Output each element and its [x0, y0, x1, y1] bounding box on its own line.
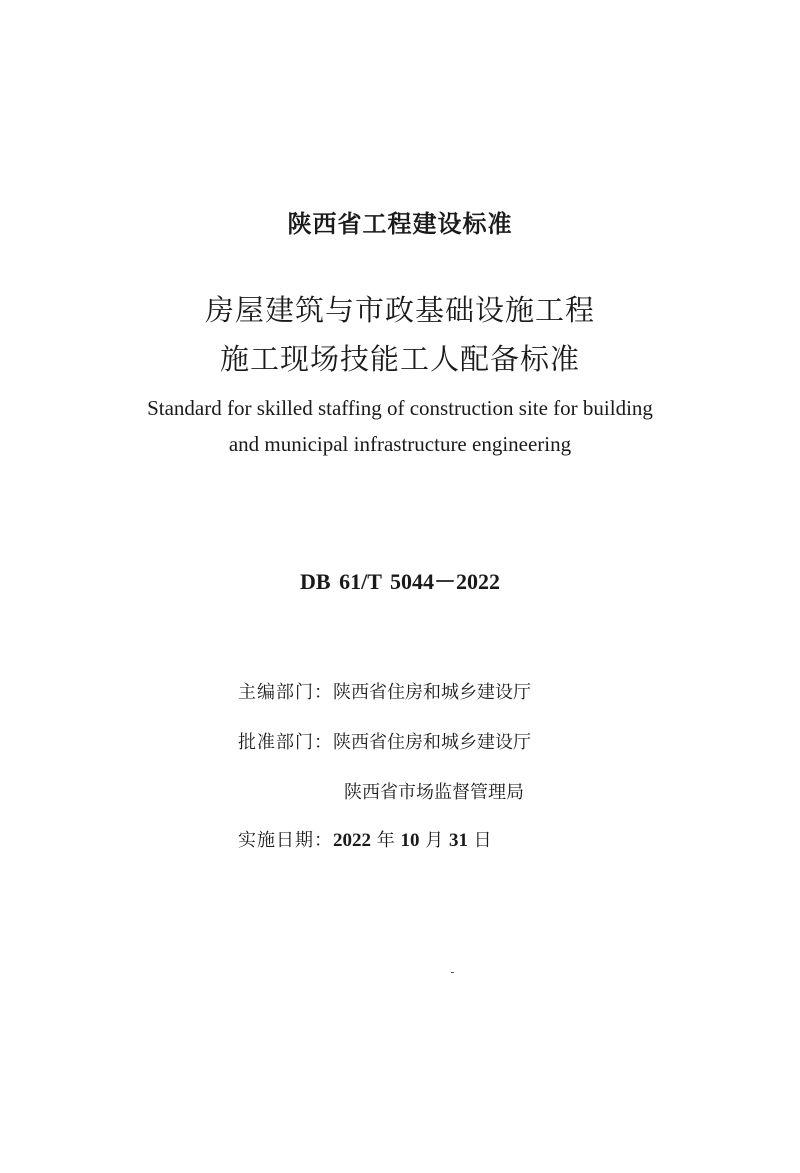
- approved-by-row-2: [344, 778, 524, 804]
- effective-date-day: 31: [448, 830, 468, 851]
- title-cn-line-2: 施工现场技能工人配备标准: [219, 342, 580, 376]
- effective-date-year: 2022: [333, 830, 371, 851]
- approved-by-value-1: 陕西省住房和城乡建设厅: [333, 732, 531, 753]
- effective-date-label: 实施日期：: [238, 830, 333, 851]
- compiled-by-label: 主编部门：: [238, 682, 333, 703]
- effective-date-month: 10: [400, 830, 420, 851]
- effective-date-row: [238, 826, 492, 852]
- compiled-by-row: [238, 678, 531, 704]
- effective-date-month-unit: 月: [425, 830, 444, 851]
- approved-by-row: [238, 728, 531, 754]
- standard-number: DB 61/T 5044－2022: [300, 569, 500, 594]
- stray-mark: [451, 972, 454, 973]
- approved-by-value-2: 陕西省市场监督管理局: [344, 782, 524, 803]
- effective-date-day-unit: 日: [473, 830, 492, 851]
- effective-date-year-unit: 年: [376, 830, 395, 851]
- title-en-line-1: Standard for skilled staffing of construction site for building: [147, 396, 653, 420]
- compiled-by-value: 陕西省住房和城乡建设厅: [333, 682, 531, 703]
- title-en-line-2: and municipal infrastructure engineering: [228, 432, 572, 456]
- approved-by-label: 批准部门：: [238, 732, 333, 753]
- title-cn-line-1: 房屋建筑与市政基础设施工程: [204, 293, 595, 327]
- series-title: 陕西省工程建设标准: [287, 210, 513, 238]
